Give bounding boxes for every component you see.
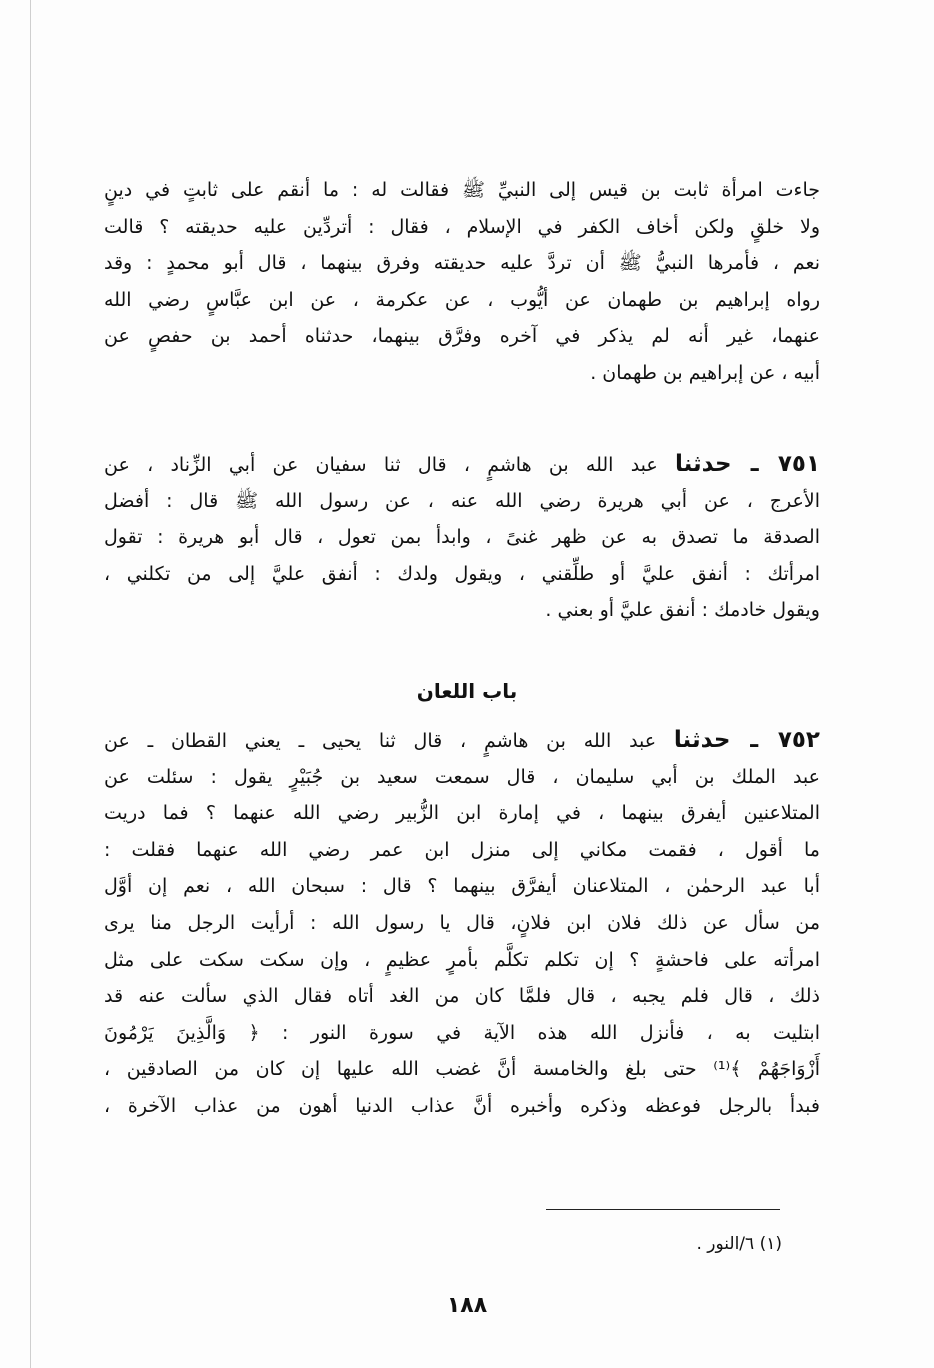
text-line [104,722,820,759]
text-line: ويقول خادمك : أنفق عليَّ أو بعني . [545,599,820,622]
text-line: عنهما، غير أنه لم يذكر في آخره وفرَّق بينهما، حدثناه أحمد بن حفصٍ عن [104,325,820,348]
text-line: ما أقول ، فقمت مكاني إلى منزل ابن عمر رضي الله عنهما فقلت : [104,838,820,861]
footnote: (١) ٦/النور . [696,1234,782,1254]
hadith-752 [104,722,820,1125]
text-line: من سأل عن ذلك فلان ابن فلانٍ، قال يا رسول الله : أرأيت الرجل منا يرى [104,911,820,934]
text-line: المتلاعنين أيفرق بينهما ، في إمارة ابن الزُّبير رضي الله عنهما ؟ فما دريت [104,802,820,825]
text-line: جاءت امرأة ثابت بن قيس إلى النبيِّ ﷺ فقالت له : ما أنقم على ثابتٍ في دينٍ [104,179,820,201]
text-line: الأعرج ، عن أبي هريرة رضي الله عنه ، عن رسول الله ﷺ قال : أفضل [104,489,820,512]
text-line: الصدقة ما تصدق به عن ظهر غنىً ، وابدأ بمن تعول ، قال أبو هريرة : تقول [104,526,820,549]
text-line: أبا عبد الرحمٰن ، المتلاعنان أيفرَّق بينهما ؟ قال : سبحان الله ، نعم إن أوَّل [104,875,820,898]
page-number: ١٨٨ [446,1293,488,1318]
chapter-heading: باب اللعان [416,679,518,703]
hadith-text: عبد الله بن هاشمٍ ، قال ثنا سفيان عن أبي الزِّناد ، عن [104,454,658,476]
text-line: ابتليت به ، فأنزل الله هذه الآية في سورة النور : ﴿ وَالَّذِينَ يَرْمُونَ [104,1021,820,1044]
text-line: امرأتك : أنفق عليَّ أو طلِّقني ، ويقول ولدك : أنفق عليَّ إلى من تكلني ، [104,562,820,585]
text-line: ولا خلقٍ ولكن أخاف الكفر في الإسلام ، فقال : أتردِّين عليه حديقته ؟ قالت [104,215,820,238]
text-line: ذلك ، قال فلم يجبه ، قال فلمَّا كان من الغد أتاه فقال الذي سألت عنه قد [104,985,820,1008]
hadith-751 [104,446,820,629]
footnote-divider [546,1209,780,1210]
hadith-number: ٧٥٢ ـ حدثنا [673,727,820,753]
text-line: عبد الملك بن أبي سليمان ، قال سمعت سعيد بن جُبَيْرٍ يقول : سئلت عن [104,765,820,788]
text-line: امرأته على فاحشةٍ ؟ إن تكلم تكلَّم بأمرٍ عظيمٍ ، وإن سكت سكت على مثل [104,948,820,971]
paragraph-1 [104,172,820,392]
hadith-text: عبد الله بن هاشمٍ ، قال ثنا يحيى ـ يعني القطان ـ عن [104,730,657,752]
text-line: فبدأ بالرجل فوعظه وذكره وأخبره أنَّ عذاب الدنيا أهون من عذاب الآخرة ، [104,1094,820,1117]
text-line: أبيه ، عن إبراهيم بن طهمان . [590,361,820,384]
text-line: أَزْوَاجَهُمْ ﴾⁽¹⁾ حتى بلغ والخامسة أنَّ غضب الله عليها إن كان من الصادقين ، [104,1058,820,1081]
text-line: نعم ، فأمرها النبيُّ ﷺ أن تردَّ عليه حديقته وفرق بينهما ، قال أبو محمدٍ : وقد [104,252,820,275]
hadith-number: ٧٥١ ـ حدثنا [675,451,820,477]
text-line: رواه إبراهيم بن طهمان عن أيُّوب ، عن عكرمة ، عن ابن عبَّاسٍ رضي الله [104,288,820,311]
text-line [104,446,820,483]
